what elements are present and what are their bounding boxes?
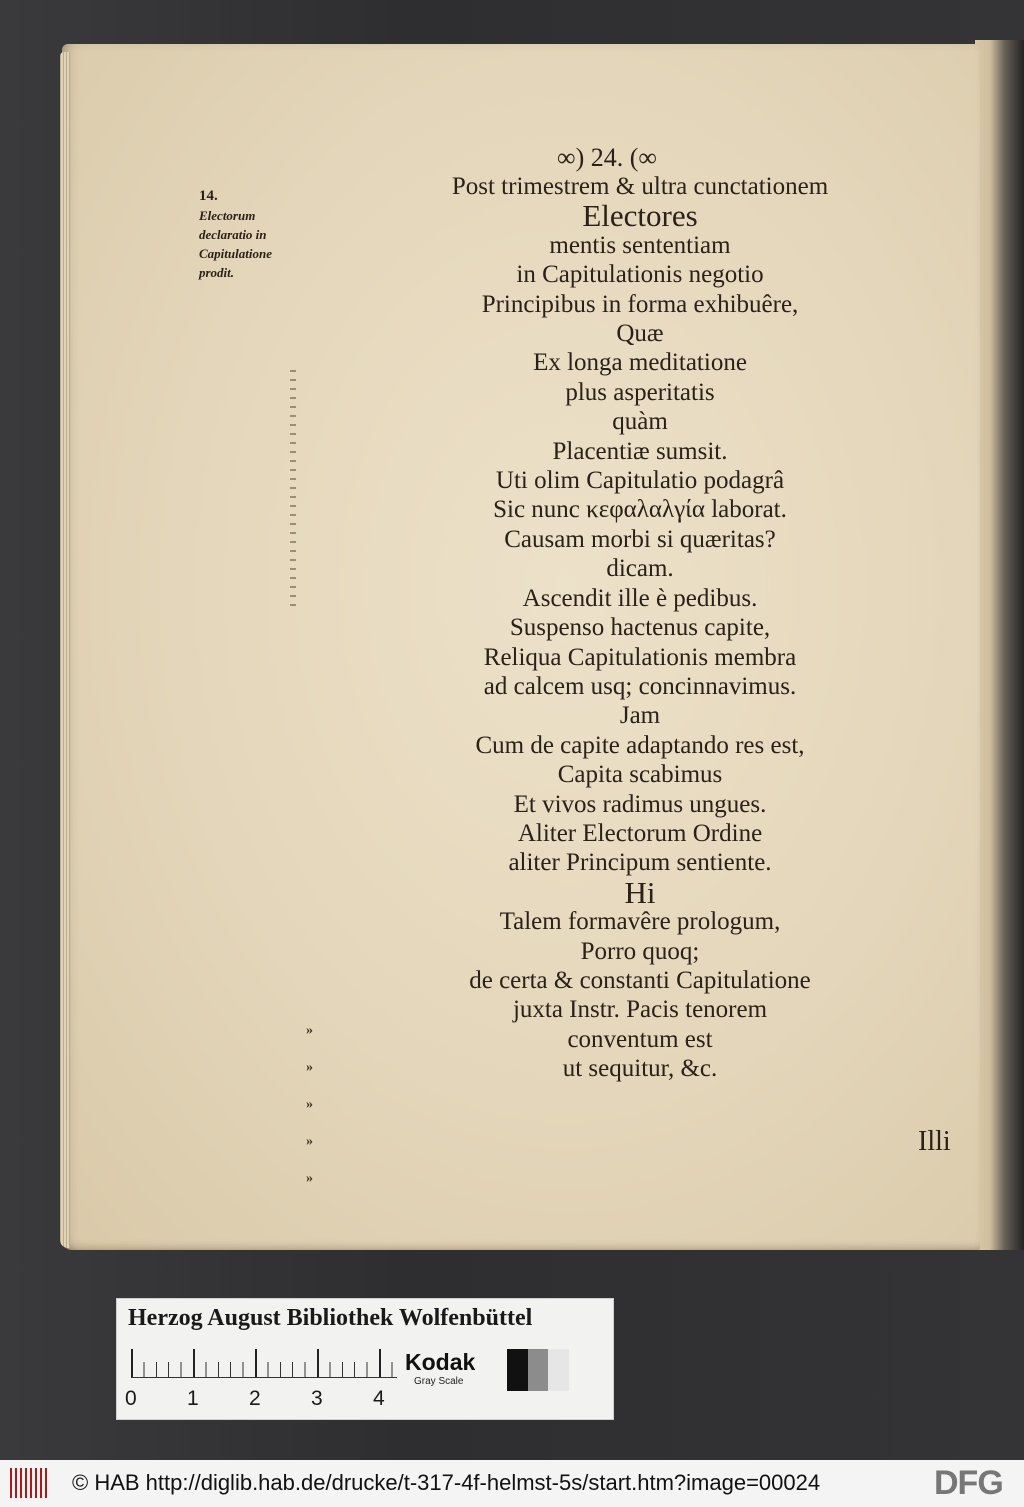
text-line: Causam morbi si quæritas? (504, 525, 776, 553)
text-line: Talem formavêre prologum, (499, 908, 781, 936)
ruler-number: 0 (125, 1387, 137, 1410)
main-text-block (340, 172, 940, 1084)
margin-note-number: 14. (199, 188, 218, 204)
page-edges (60, 52, 70, 1248)
bleed-through-marks (290, 370, 296, 610)
text-line: quàm (612, 408, 668, 436)
ruler-numbers (125, 1387, 415, 1411)
catchword: Illi (918, 1126, 951, 1157)
text-line: ad calcem usq; concinnavimus. (483, 672, 797, 700)
text-line: aliter Principum sentiente. (508, 849, 772, 877)
bleed-through-text (205, 510, 285, 590)
text-line: Et vivos radimus ungues. (513, 790, 767, 818)
color-card (116, 1298, 614, 1420)
ruler-number: 4 (373, 1387, 385, 1410)
barcode-icon (10, 1468, 48, 1498)
text-line: Quæ (616, 320, 664, 348)
text-line: Porro quoq; (580, 937, 700, 965)
gray-scale-patches (507, 1349, 569, 1391)
quote-marks (306, 1012, 336, 1197)
text-line: Aliter Electorum Ordine (517, 819, 763, 847)
kodak-subtitle: Gray Scale (414, 1376, 464, 1387)
quote-mark: » (306, 1097, 313, 1112)
text-line: Capita scabimus (557, 761, 723, 789)
text-line: Post trimestrem & ultra cunctationem (451, 173, 829, 200)
text-line: Suspenso hactenus capite, (509, 614, 771, 642)
source-url[interactable]: © HAB http://diglib.hab.de/drucke/t-317-4f-helmst-5s/start.htm?image=00024 (72, 1470, 821, 1495)
text-line: de certa & constanti Capitulatione (469, 966, 811, 994)
quote-mark: » (306, 1060, 313, 1075)
text-line: ut sequitur, &c. (562, 1055, 718, 1083)
text-line: Hi (624, 874, 656, 910)
quote-mark: » (306, 1023, 313, 1038)
text-line: Uti olim Capitulatio podagrâ (495, 467, 785, 495)
text-line: juxta Instr. Pacis tenorem (512, 996, 768, 1024)
text-line: Electores (582, 198, 698, 234)
text-line: plus asperitatis (565, 378, 715, 406)
text-line: Principibus in forma exhibuêre, (481, 290, 799, 318)
margin-note-text: Electorum declaratio in Capitulatione prodit. (199, 208, 272, 280)
ruler-major-ticks (131, 1349, 397, 1377)
text-line: Jam (619, 702, 661, 730)
footer-bar (0, 1460, 1024, 1507)
quote-mark: » (306, 1134, 313, 1149)
gray-patch (528, 1349, 549, 1391)
text-line: dicam. (606, 555, 674, 583)
dfg-logo: DFG (934, 1464, 1003, 1502)
ruler-number: 1 (187, 1387, 199, 1410)
text-line: Ex longa meditatione (533, 349, 747, 377)
text-line: mentis sententiam (549, 231, 731, 259)
library-name: Herzog August Bibliothek Wolfenbüttel (128, 1305, 533, 1331)
text-line: Ascendit ille è pedibus. (522, 584, 758, 612)
kodak-logo: Kodak (405, 1349, 476, 1375)
text-line: Reliqua Capitulationis membra (483, 643, 797, 671)
text-line: Placentiæ sumsit. (552, 437, 728, 465)
page-header: ∞) 24. (∞ (557, 143, 657, 172)
text-line: Cum de capite adaptando res est, (475, 731, 805, 759)
book-spine (975, 40, 1024, 1250)
gray-patch (548, 1349, 569, 1391)
gray-patch (507, 1349, 528, 1391)
text-line: Sic nunc κεφαλαλγία laborat. (493, 496, 787, 524)
quote-mark: » (306, 1171, 313, 1186)
text-line: conventum est (567, 1025, 713, 1053)
margin-note (199, 187, 294, 282)
ruler-number: 3 (311, 1387, 323, 1410)
ruler-number: 2 (249, 1387, 261, 1410)
text-line: in Capitulationis negotio (516, 261, 764, 289)
